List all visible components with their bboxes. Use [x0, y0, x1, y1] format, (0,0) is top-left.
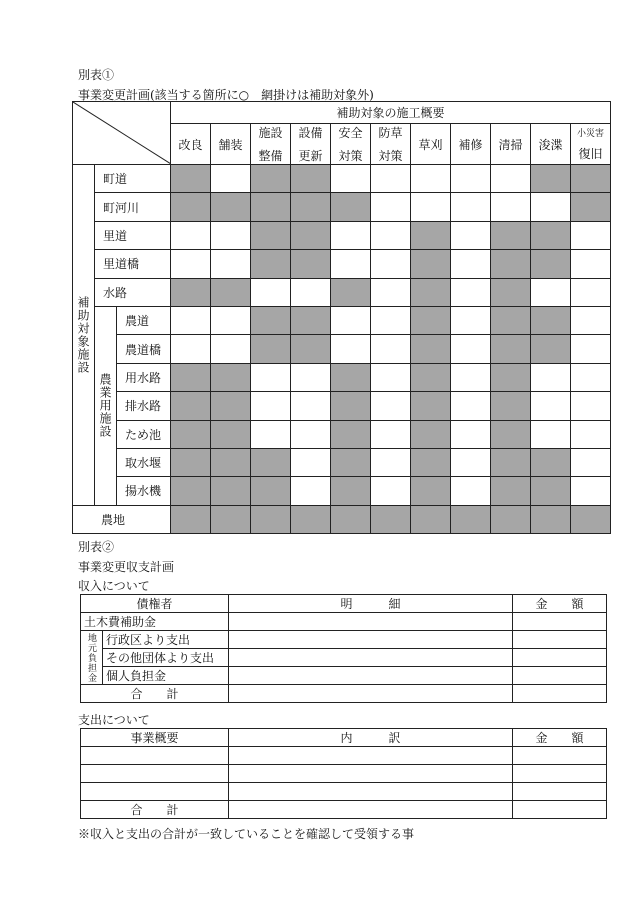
mark-cell[interactable] — [571, 392, 611, 420]
shaded-cell — [251, 335, 291, 363]
shaded-cell — [411, 363, 451, 391]
shaded-cell — [531, 335, 571, 363]
mark-cell[interactable] — [251, 278, 291, 306]
mark-cell[interactable] — [211, 250, 251, 278]
plan-row — [73, 335, 611, 363]
plan-row — [73, 278, 611, 306]
appendix-2-title: 別表② — [78, 540, 115, 554]
group-farm-text: 農業用施設 — [98, 373, 112, 439]
mark-cell[interactable] — [491, 193, 531, 221]
col-header: 補修 — [451, 124, 491, 165]
mark-cell[interactable] — [571, 278, 611, 306]
mark-cell[interactable] — [571, 250, 611, 278]
mark-cell[interactable] — [451, 250, 491, 278]
col-breakdown: 内 訳 — [229, 729, 513, 747]
shaded-cell — [331, 448, 371, 476]
group-main-text: 補助対象施設 — [76, 295, 90, 374]
mark-cell[interactable] — [571, 221, 611, 249]
col-header-line2: 更新 — [298, 149, 323, 163]
cell-amount — [513, 747, 607, 765]
cell-amount — [513, 613, 607, 631]
shaded-cell — [531, 250, 571, 278]
shaded-cell — [331, 363, 371, 391]
shaded-cell — [491, 448, 531, 476]
income-heading: 収入について — [78, 579, 150, 593]
shaded-cell — [211, 363, 251, 391]
shaded-cell — [411, 392, 451, 420]
row-label: 排水路 — [117, 392, 171, 420]
shaded-cell — [171, 392, 211, 420]
cell-detail — [229, 631, 513, 649]
shaded-cell — [211, 448, 251, 476]
mark-cell[interactable] — [291, 420, 331, 448]
mark-cell[interactable] — [451, 193, 491, 221]
col-detail: 明 細 — [229, 595, 513, 613]
shaded-cell — [531, 165, 571, 193]
col-amount: 金 額 — [513, 729, 607, 747]
shaded-cell — [411, 221, 451, 249]
shaded-cell — [171, 278, 211, 306]
mark-cell[interactable] — [291, 392, 331, 420]
row-local-1: 行政区より支出 — [103, 631, 229, 649]
shaded-cell — [291, 221, 331, 249]
shaded-cell — [571, 505, 611, 533]
shaded-cell — [171, 448, 211, 476]
col-header-line1: 小災害 — [577, 129, 605, 139]
cell-summary — [81, 765, 229, 783]
cell-detail — [229, 649, 513, 667]
row-label: 取水堰 — [117, 448, 171, 476]
cell-amount — [513, 667, 607, 685]
col-header — [251, 124, 291, 165]
shaded-cell — [491, 278, 531, 306]
mark-cell[interactable] — [571, 477, 611, 505]
col-header-line2: 対策 — [378, 149, 403, 163]
shaded-cell — [571, 165, 611, 193]
mark-cell[interactable] — [331, 335, 371, 363]
plan-row — [73, 165, 611, 193]
appendix-2-subtitle: 事業変更収支計画 — [78, 560, 175, 574]
shaded-cell — [411, 278, 451, 306]
shaded-cell — [491, 420, 531, 448]
cell-amount — [513, 765, 607, 783]
mark-cell[interactable] — [531, 392, 571, 420]
shaded-cell — [171, 165, 211, 193]
cell-breakdown — [229, 747, 513, 765]
shaded-cell — [251, 477, 291, 505]
mark-cell[interactable] — [531, 420, 571, 448]
shaded-cell — [291, 306, 331, 334]
cell-detail — [229, 667, 513, 685]
income-total: 合 計 — [81, 685, 229, 703]
mark-cell[interactable] — [451, 448, 491, 476]
mark-cell[interactable] — [171, 335, 211, 363]
mark-cell[interactable] — [571, 363, 611, 391]
mark-cell[interactable] — [171, 306, 211, 334]
cell-breakdown — [229, 801, 513, 819]
diagonal-line — [73, 102, 171, 164]
mark-cell[interactable] — [371, 420, 411, 448]
mark-cell[interactable] — [291, 448, 331, 476]
appendix-1-subtitle: 事業変更計画(該当する箇所に○ 網掛けは補助対象外) — [78, 88, 374, 102]
row-label: 水路 — [95, 278, 171, 306]
shaded-cell — [411, 250, 451, 278]
mark-cell[interactable] — [211, 165, 251, 193]
mark-cell[interactable] — [371, 392, 411, 420]
mark-cell[interactable] — [371, 477, 411, 505]
shaded-cell — [411, 477, 451, 505]
row-label: 農道橋 — [117, 335, 171, 363]
row-label: 揚水機 — [117, 477, 171, 505]
shaded-cell — [531, 477, 571, 505]
expense-total: 合 計 — [81, 801, 229, 819]
shaded-cell — [491, 250, 531, 278]
mark-cell[interactable] — [291, 278, 331, 306]
mark-cell[interactable] — [371, 448, 411, 476]
local-burden-label — [81, 631, 103, 685]
mark-cell[interactable] — [331, 306, 371, 334]
shaded-cell — [491, 392, 531, 420]
shaded-cell — [171, 420, 211, 448]
cell-breakdown — [229, 783, 513, 801]
group-main-label — [73, 165, 95, 506]
mark-cell[interactable] — [251, 392, 291, 420]
shaded-cell — [291, 193, 331, 221]
shaded-cell — [291, 250, 331, 278]
cell-summary — [81, 783, 229, 801]
row-local-2: その他団体より支出 — [103, 649, 229, 667]
mark-cell[interactable] — [571, 448, 611, 476]
col-header-line1: 防草 — [378, 126, 403, 140]
mark-cell[interactable] — [491, 165, 531, 193]
shaded-cell — [531, 221, 571, 249]
shaded-cell — [171, 193, 211, 221]
shaded-cell — [211, 477, 251, 505]
shaded-cell — [251, 448, 291, 476]
plan-row — [73, 448, 611, 476]
mark-cell[interactable] — [331, 221, 371, 249]
shaded-cell — [331, 505, 371, 533]
mark-cell[interactable] — [411, 165, 451, 193]
header-main: 補助対象の施工概要 — [171, 102, 611, 124]
row-subsidy: 土木費補助金 — [81, 613, 229, 631]
mark-cell[interactable] — [371, 363, 411, 391]
shaded-cell — [171, 363, 211, 391]
mark-cell[interactable] — [451, 221, 491, 249]
col-summary: 事業概要 — [81, 729, 229, 747]
mark-cell[interactable] — [531, 278, 571, 306]
col-header — [331, 124, 371, 165]
expense-heading: 支出について — [78, 713, 150, 727]
shaded-cell — [531, 448, 571, 476]
plan-row — [73, 250, 611, 278]
mark-cell[interactable] — [451, 477, 491, 505]
cell-detail — [229, 613, 513, 631]
row-label: 農地 — [73, 505, 171, 533]
shaded-cell — [411, 448, 451, 476]
col-header-line1: 施設 — [258, 126, 283, 140]
plan-row — [73, 420, 611, 448]
mark-cell[interactable] — [371, 306, 411, 334]
mark-cell[interactable] — [251, 363, 291, 391]
row-label: 里道 — [95, 221, 171, 249]
col-header — [571, 124, 611, 165]
mark-cell[interactable] — [571, 306, 611, 334]
mark-cell[interactable] — [451, 165, 491, 193]
plan-row — [73, 505, 611, 533]
mark-cell[interactable] — [251, 420, 291, 448]
shaded-cell — [211, 420, 251, 448]
col-header: 改良 — [171, 124, 211, 165]
mark-cell[interactable] — [331, 250, 371, 278]
shaded-cell — [491, 505, 531, 533]
shaded-cell — [211, 193, 251, 221]
col-header: 草刈 — [411, 124, 451, 165]
row-label: 町道 — [95, 165, 171, 193]
shaded-cell — [411, 420, 451, 448]
shaded-cell — [411, 505, 451, 533]
mark-cell[interactable] — [291, 363, 331, 391]
shaded-cell — [291, 335, 331, 363]
mark-cell[interactable] — [451, 306, 491, 334]
row-label: 町河川 — [95, 193, 171, 221]
shaded-cell — [171, 505, 211, 533]
mark-cell[interactable] — [211, 335, 251, 363]
plan-row — [73, 193, 611, 221]
mark-cell[interactable] — [211, 221, 251, 249]
mark-cell[interactable] — [371, 221, 411, 249]
cell-amount — [513, 649, 607, 667]
plan-matrix-table — [72, 101, 611, 534]
mark-cell[interactable] — [451, 392, 491, 420]
group-farm-label — [95, 306, 117, 505]
row-label: ため池 — [117, 420, 171, 448]
shaded-cell — [571, 193, 611, 221]
cell-amount — [513, 631, 607, 649]
mark-cell[interactable] — [451, 363, 491, 391]
appendix-1-title: 別表① — [78, 68, 115, 82]
plan-row — [73, 306, 611, 334]
shaded-cell — [331, 477, 371, 505]
shaded-cell — [251, 505, 291, 533]
shaded-cell — [411, 335, 451, 363]
mark-cell[interactable] — [211, 306, 251, 334]
col-header-line1: 安全 — [338, 126, 363, 140]
shaded-cell — [531, 306, 571, 334]
col-amount: 金 額 — [513, 595, 607, 613]
col-header — [371, 124, 411, 165]
shaded-cell — [451, 505, 491, 533]
note: ※収入と支出の合計が一致していることを確認して受領する事 — [78, 827, 415, 841]
mark-cell[interactable] — [451, 420, 491, 448]
shaded-cell — [171, 477, 211, 505]
shaded-cell — [331, 193, 371, 221]
plan-row — [73, 477, 611, 505]
plan-row — [73, 392, 611, 420]
shaded-cell — [491, 335, 531, 363]
mark-cell[interactable] — [371, 193, 411, 221]
shaded-cell — [211, 392, 251, 420]
mark-cell[interactable] — [451, 335, 491, 363]
col-header: 清掃 — [491, 124, 531, 165]
col-header-line2: 復旧 — [578, 147, 603, 161]
mark-cell[interactable] — [171, 221, 211, 249]
shaded-cell — [251, 306, 291, 334]
shaded-cell — [331, 278, 371, 306]
mark-cell[interactable] — [291, 477, 331, 505]
row-label: 用水路 — [117, 363, 171, 391]
row-local-3: 個人負担金 — [103, 667, 229, 685]
mark-cell[interactable] — [571, 335, 611, 363]
shaded-cell — [491, 363, 531, 391]
mark-cell[interactable] — [571, 420, 611, 448]
mark-cell[interactable] — [451, 278, 491, 306]
shaded-cell — [331, 392, 371, 420]
col-header-line1: 設備 — [298, 126, 323, 140]
shaded-cell — [531, 505, 571, 533]
mark-cell[interactable] — [371, 278, 411, 306]
mark-cell[interactable] — [371, 250, 411, 278]
corner-cell — [73, 102, 171, 165]
col-header — [291, 124, 331, 165]
shaded-cell — [291, 165, 331, 193]
mark-cell[interactable] — [331, 165, 371, 193]
shaded-cell — [251, 250, 291, 278]
shaded-cell — [491, 306, 531, 334]
shaded-cell — [371, 505, 411, 533]
cell-detail — [229, 685, 513, 703]
shaded-cell — [411, 306, 451, 334]
mark-cell[interactable] — [371, 165, 411, 193]
row-label: 里道橋 — [95, 250, 171, 278]
expense-table — [80, 728, 607, 819]
shaded-cell — [251, 193, 291, 221]
cell-amount — [513, 783, 607, 801]
plan-row — [73, 221, 611, 249]
cell-amount — [513, 685, 607, 703]
shaded-cell — [491, 477, 531, 505]
mark-cell[interactable] — [531, 363, 571, 391]
mark-cell[interactable] — [531, 193, 571, 221]
col-header-line2: 対策 — [338, 149, 363, 163]
shaded-cell — [211, 278, 251, 306]
row-label: 農道 — [117, 306, 171, 334]
cell-breakdown — [229, 765, 513, 783]
mark-cell[interactable] — [411, 193, 451, 221]
plan-row — [73, 363, 611, 391]
col-creditor: 債権者 — [81, 595, 229, 613]
income-table — [80, 594, 607, 703]
shaded-cell — [251, 165, 291, 193]
shaded-cell — [211, 505, 251, 533]
col-header-line2: 整備 — [258, 149, 283, 163]
mark-cell[interactable] — [371, 335, 411, 363]
shaded-cell — [291, 505, 331, 533]
cell-amount — [513, 801, 607, 819]
col-header: 浚渫 — [531, 124, 571, 165]
cell-summary — [81, 747, 229, 765]
shaded-cell — [331, 420, 371, 448]
local-burden-text: 地元負担金 — [86, 632, 96, 683]
mark-cell[interactable] — [171, 250, 211, 278]
shaded-cell — [251, 221, 291, 249]
shaded-cell — [491, 221, 531, 249]
col-header: 舗装 — [211, 124, 251, 165]
